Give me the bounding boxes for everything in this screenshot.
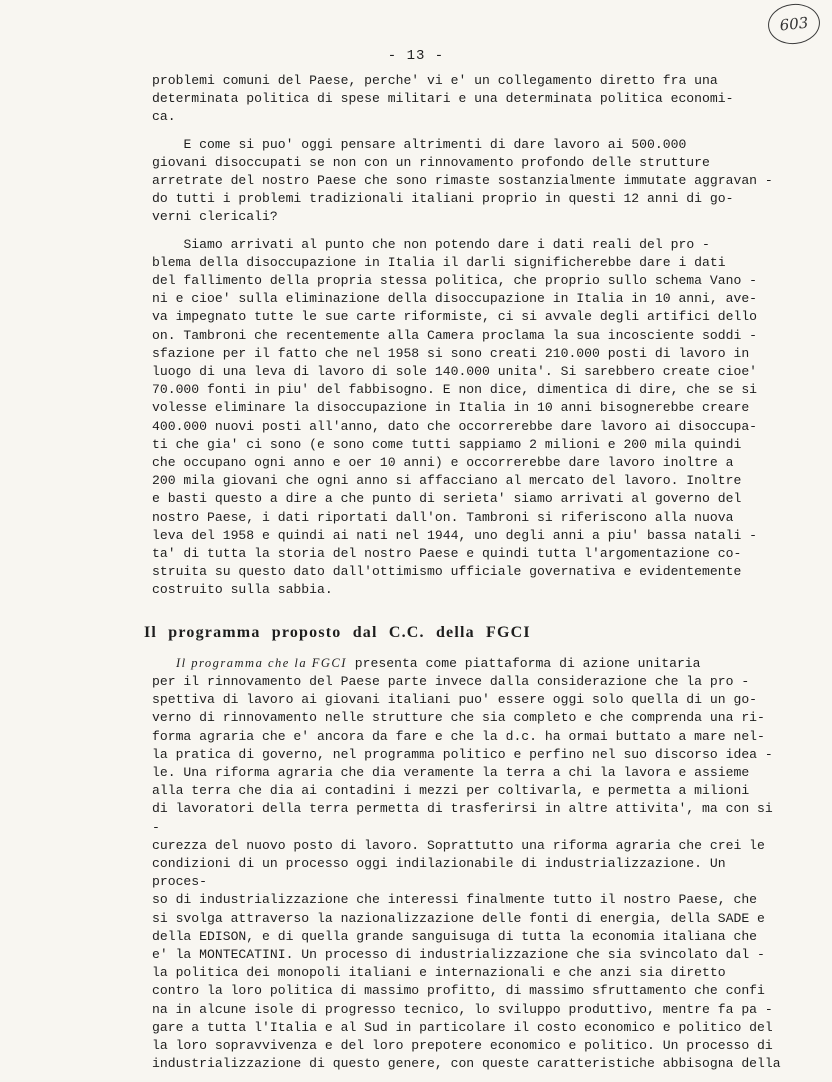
page-number: - 13 - <box>387 48 445 64</box>
section-lead-in: Il programma che la FGCI <box>176 655 347 670</box>
section-paragraph <box>152 654 788 1074</box>
paragraph-2: E come si puo' oggi pensare altrimenti di dare lavoro ai 500.000 giovani disoccupati se non con un rinnovamento profondo delle strutture arretrate del nostro Paese che sono rimaste sostanzialmente immutate aggravan - do tutti i problemi tradizionali italiani proprio in questi 12 anni di go- verni clericali? <box>152 136 773 225</box>
section-paragraph-text: presenta come piattaforma di azione unitaria per il rinnovamento del Paese parte invece dalla considerazione che la pro - spettiva di lavoro ai giovani italiani puo' essere oggi solo quella di un go- verno di rinnovamento nelle strutture che sia completo e che comprenda una ri- forma agraria che e' ancora da fare e che la d.c. ha ormai buttato a mare nel- la pratica di governo, nel programma politico e perfino nel suo discorso idea - le. Una riforma agraria che dia veramente la terra a chi la lavora e assieme alla terra che dia ai contadini i mezzi per coltivarla, e permetta a milioni di lavoratori della terra permetta di trasferirsi in altre attivita', ma con si - curezza del nuovo posto di lavoro. Soprattutto una riforma agraria che crei le condizioni di un processo oggi indilazionabile di industrializzazione. Un proces- so di industrializzazione che interessi finalmente tutto il nostro Paese, che si svolga attraverso la nazionalizzazione delle fonti di energia, della SADE e della EDISON, e di quella grande sanguisuga di tutta la economia italiana che e' la MONTECATINI. Un processo di industrializzazione che sia svincolato dal - la politica dei monopoli italiani e internazionali e che anzi sia diretto contro la loro politica di massimo profitto, di massimo sfruttamento che confi na in alcune isole di progresso tecnico, lo sviluppo produttivo, mentre fa pa - gare a tutta l'Italia e al Sud in particolare il costo economico e politico del la loro sopravvivenza e del loro prepotere economico e politico. Un processo di industrializzazione di questo genere, con queste caratteristiche abbisogna della <box>152 655 781 1072</box>
paragraph-3: Siamo arrivati al punto che non potendo dare i dati reali del pro - blema della disoccupazione in Italia il darli significherebbe dare i dati del fallimento della propria stessa politica, che proprio sullo schema Vano - ni e cioe' sulla eliminazione della disoccupazione in Italia in 10 anni, ave- va impegnato tutte le sue carte riformiste, ci si avvale degli artifici dello on. Tambroni che recentemente alla Camera proclama la sua incosciente soddi - sfazione per il fatto che nel 1958 si sono creati 210.000 posti di lavoro in luogo di una leva di lavoro di sole 140.000 unita'. Si sarebbero create cioe' 70.000 fonti in piu' del fabbisogno. E non dice, dimentica di dire, che se si volesse eliminare la disoccupazione in Italia in 10 anni bisognerebbe creare 400.000 nuovi posti all'anno, dato che occorrerebbe dare lavoro ai disoccupa- ti che gia' ci sono (e sono come tutti sappiamo 2 milioni e 200 mila quindi che occupano ogni anno e oer 10 anni) e occorrerebbe dare lavoro inoltre a 200 mila giovani che ogni anno si affacciano al mercato del lavoro. Inoltre e basti questo a dire a che punto di serieta' siamo arrivati al governo del nostro Paese, i dati riportati dall'on. Tambroni si riferiscono alla nuova leva del 1958 e quindi ai nati nel 1944, uno degli anni a piu' bassa natali - ta' di tutta la storia del nostro Paese e quindi tutta l'argomentazione co- struita su questo dato dall'ottimismo ufficiale governativa e evidentemente costruito sulla sabbia. <box>152 236 758 598</box>
section-title: Il programma proposto dal C.C. della FGCI <box>144 623 531 641</box>
folio-stamp: 603 <box>766 1 822 46</box>
paragraph-1: problemi comuni del Paese, perche' vi e' un collegamento diretto fra una determinata politica di spese militari e una determinata politica economi- ca. <box>152 73 734 125</box>
document-body <box>144 72 788 1082</box>
